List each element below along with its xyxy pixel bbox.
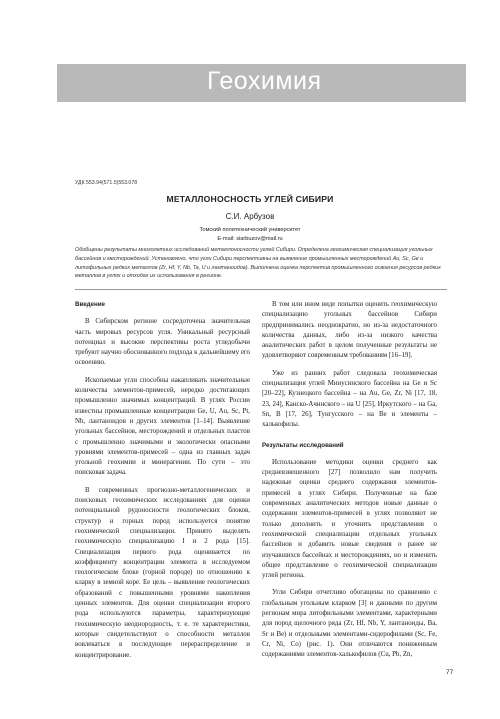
affiliation-name: Томский политехнический университет bbox=[199, 227, 301, 233]
paragraph: Угли Сибири отчетливо обогащены по сравнению с глобальным угольным кларком [3] и данными по другим регионам мира литофильными элементами, характерными для пород щелочного ряда (Zr, Hf, Nb, Y, лантаноиды, Ba, Sr и Be) и отдельными элементами-сидерофилами (Sc, Fe, Cr, Ni, Co) (рис. 1). Они отличаются пониженным содержаниями элементов-халькофилов (Cu, Pb, Zn, bbox=[262, 589, 437, 659]
paragraph: Использование методики оценки среднего как средневзвешенного [27] позволило нам получить надежные оценки среднего содержания элементов-примесей в углях Сибири. Полученные на базе современных аналитических методов новые данные о содержании элементов-примесей в углях позволяют не только дополнить и уточнить представления о геохимической специализации отдельных угольных бассейнов и добавить новые сведения о ранее не изучавшихся бассейнах и месторождениях, но и изменить общее представление о геохимической специализации углей региона. bbox=[262, 458, 437, 580]
left-column bbox=[75, 300, 250, 661]
article-title: МЕТАЛЛОНОСНОСТЬ УГЛЕЙ СИБИРИ bbox=[166, 194, 334, 204]
section-heading-introduction: Введение bbox=[75, 301, 105, 308]
page-number: 77 bbox=[446, 669, 454, 676]
author-affiliation bbox=[0, 226, 500, 244]
udk-code: УДК 553.94(571.5)553.078 bbox=[75, 180, 138, 186]
paragraph: В современных прогнозно-металлогенических и поисковых геохимических исследованиях для оценки потенциальной рудоносности геологических блоков, структур и горных пород используется понятие геохимической специализации. Принято выделять геохимическую специализацию I и 2 рода [15]. Специализация первого рода оценивается по коэффициенту концентрации элемента в исследуемом геологическом блоке (горной породе) по отношению к кларку в земной коре. Ее цель – выявление геологических образований с повышенными уровнями накопления ценных элементов. Для оценки специализации второго рода используются параметры, характеризующие геохимическую неоднородность, т. е. те характеристики, которые свидетельствуют о способности металлов вовлекаться в последующее перераспределение и концентрирование. bbox=[75, 486, 250, 659]
abstract-divider bbox=[75, 289, 447, 290]
author-email: E-mail: siarbuzov@mail.ru bbox=[217, 236, 283, 242]
section-header-band bbox=[57, 64, 466, 102]
section-title: Геохимия bbox=[207, 67, 322, 95]
article-abstract: Обобщены результаты многолетних исследований металлоносности углей Сибири. Определена геохимическая специализация угольных бассейнов и месторождений. Установлено, что угли Сибири перспективны на выявление промышленных месторождений Au, Sc, Ge и литофильных редких металлов (Zr, Hf, Y, Nb, Ta, U и лантаноидов). Выполнена оценка перспектив промышленного освоения ресурсов редких металлов в углях и отходах их использования в регионе. bbox=[75, 247, 441, 280]
paragraph: В Сибирском регионе сосредоточена значительная часть мировых ресурсов угля. Уникальный ресурсный потенциал и высокие перспективы роста угледобычи требуют научно обоснованного подхода к дальнейшему его освоению. bbox=[75, 318, 250, 367]
paragraph: Уже из ранних работ следовала геохимическая специализация углей Минусинского бассейна на Ge и Sc [20–22], Кузнецкого бассейна – на Au, Ge, Zr, Ni [17, 18, 23, 24], Канско-Ачинского – на U [25], Иркутского – на Ga, Sn, B [17, 26], Тунгусского – на Be и элементы – халькофилы. bbox=[262, 369, 437, 429]
paragraph: Ископаемые угли способны накапливать значительные количества элементов-примесей, нередко достигающих промышленно значимых концентраций. В углях России известны промышленные концентрации Ge, U, Au, Sc, Pt, Nb, лантаноидов и других элементов [1–14]. Выявление угольных бассейнов, месторождений и отдельных пластов с промышленно значимыми и экологически опасными уровнями элементов-примесей – одна из главных задач угольной геохимии и минерагении. По сути – это поисковая задача. bbox=[75, 376, 250, 477]
paragraph: В том или ином виде попытки оценить геохимическую специализацию угольных бассейнов Сибири предпринимались неоднократно, но из-за недостаточного количества данных, либо из-за низкого качества аналитических работ в целом полученные результаты не удовлетворяют современным требованиям [16–19]. bbox=[262, 301, 437, 360]
section-heading-results: Результаты исследований bbox=[262, 441, 344, 449]
right-column bbox=[262, 300, 437, 661]
article-author: С.И. Арбузов bbox=[225, 212, 275, 221]
